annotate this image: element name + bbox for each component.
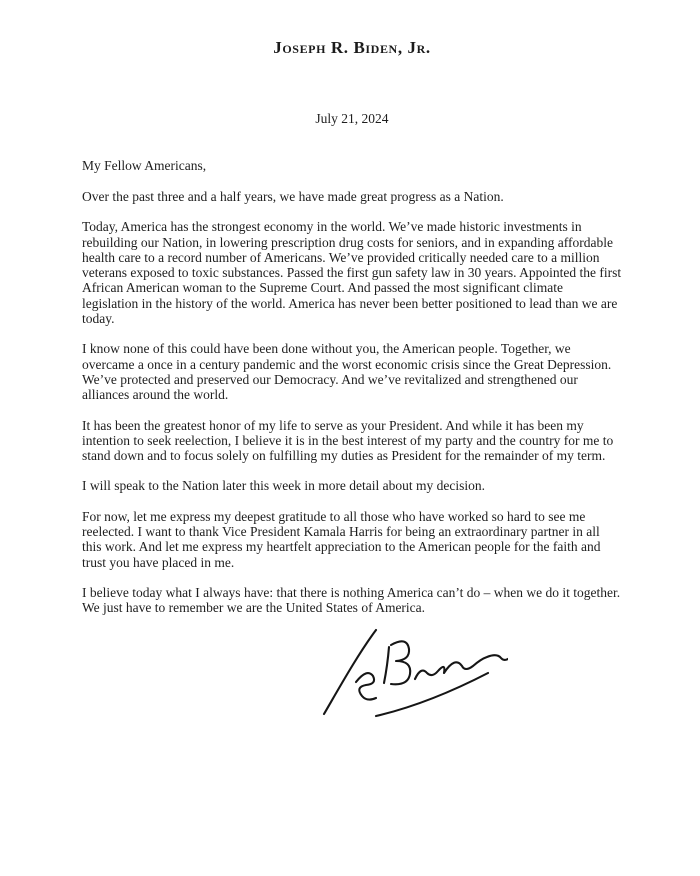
letterhead-name: Joseph R. Biden, Jr. (273, 38, 431, 57)
letter-body (82, 189, 622, 616)
salutation: My Fellow Americans, (82, 158, 207, 173)
letter-paragraph: I believe today what I always have: that there is nothing America can’t do – when we do it together. We just have to remember we are the United States of America. (82, 584, 621, 616)
letter-paragraph: Today, America has the strongest economy in the world. We’ve made historic investments in rebuilding our Nation, in lowering prescription drug costs for seniors, and in expanding affordable health care to a record number of Americans. We’ve provided critically needed care to a million veterans exposed to toxic substances. Passed the first gun safety law in 30 years. Appointed the first African American woman to the Supreme Court. And passed the most significant climate legislation in the history of the world. America has never been better positioned to lead than we are today. (82, 219, 622, 327)
letter-paragraph: I will speak to the Nation later this week in more detail about my decision. (82, 478, 486, 494)
letter-paragraph: For now, let me express my deepest gratitude to all those who have worked so hard to see me reelected. I want to thank Vice President Kamala Harris for being an extraordinary partner in all this work. And let me express my heartfelt appreciation to the American people for the faith and trust you have placed in me. (82, 508, 601, 570)
signature-svg (318, 626, 508, 724)
letter-paragraph: It has been the greatest honor of my life to serve as your President. And while it has been my intention to seek reelection, I believe it is in the best interest of my party and the country for me to stand down and to focus solely on fulfilling my duties as President for the remainder of my term. (82, 417, 614, 464)
letter-date: July 21, 2024 (315, 111, 389, 126)
biden-signature-icon (318, 626, 508, 724)
letter-paragraph: Over the past three and a half years, we have made great progress as a Nation. (82, 189, 504, 204)
letter-paragraph: I know none of this could have been done without you, the American people. Together, we overcame a once in a century pandemic and the worst economic crisis since the Great Depression. We’ve protected and preserved our Democracy. And we’ve revitalized and strengthened our alliances around the world. (82, 341, 612, 403)
